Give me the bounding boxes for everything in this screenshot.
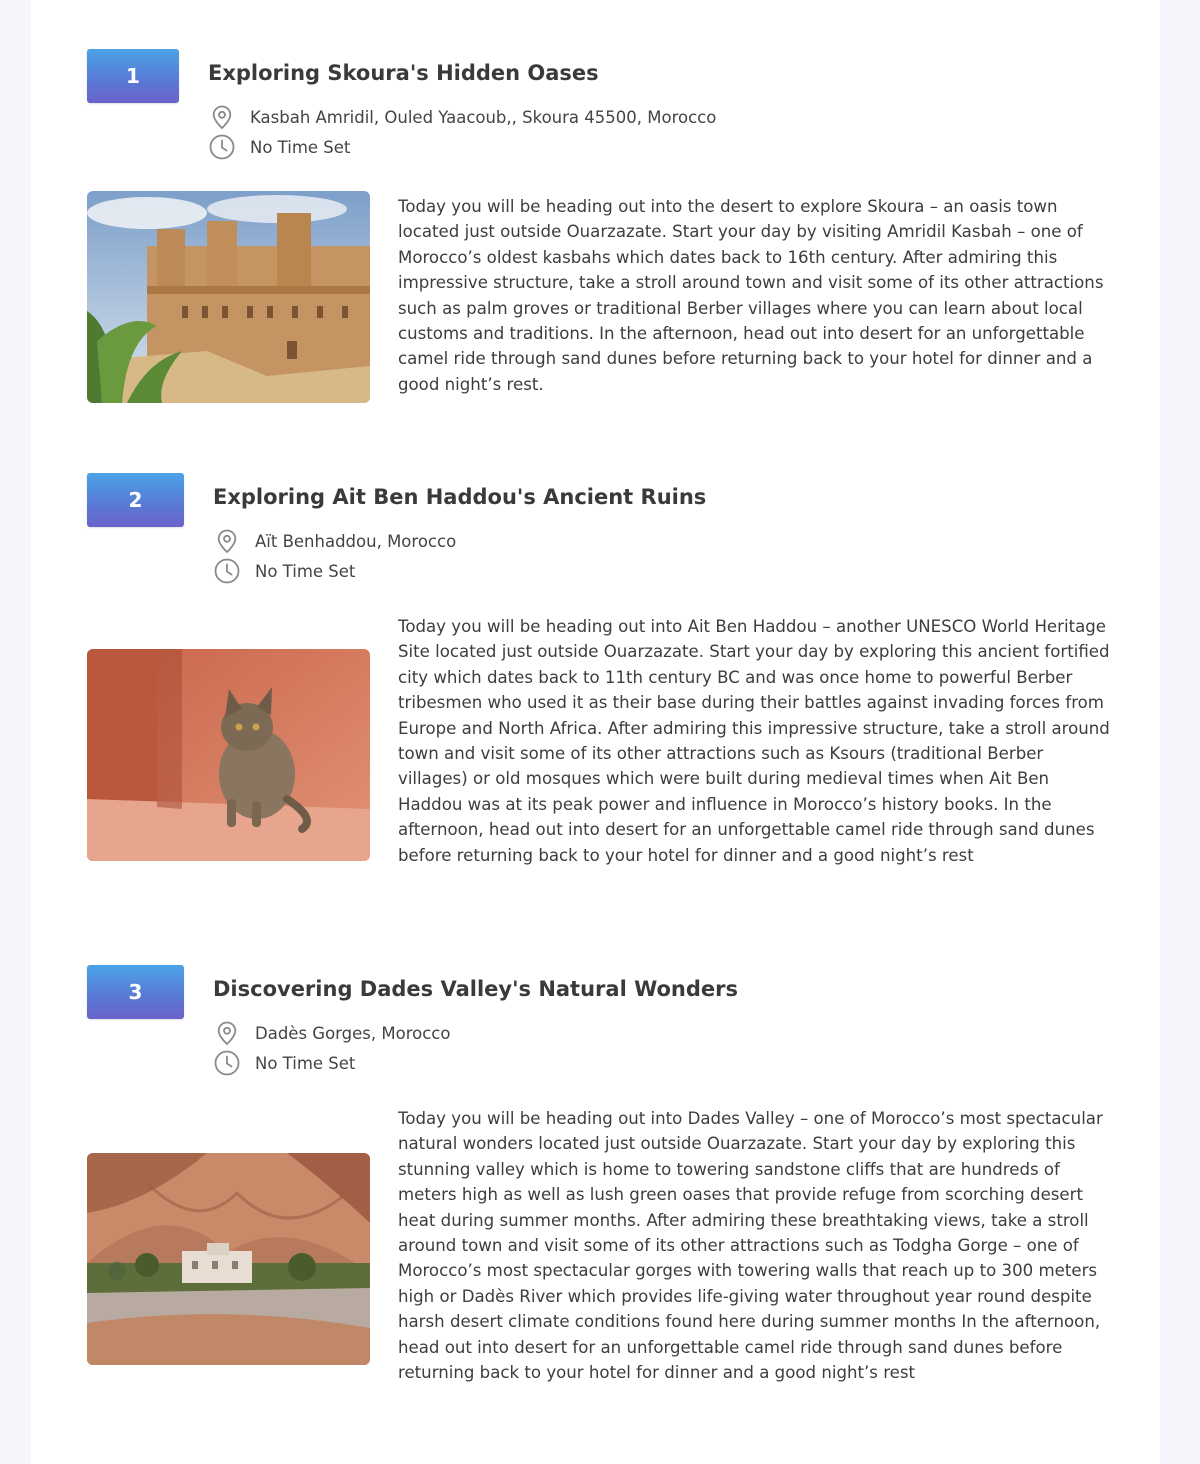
cat-photo: [87, 649, 370, 861]
time-text: No Time Set: [255, 1053, 356, 1073]
day-title: Exploring Ait Ben Haddou's Ancient Ruins: [213, 485, 707, 509]
day-description: Today you will be heading out into Ait Ben Haddou – another UNESCO World Heritage Site located just outside Ouarzazate. Start your day by exploring this ancient fortified city which dates back to 11th century BC and was once home to powerful Berber tribesmen who used it as their base during their battles against invading forces from Europe and North Africa. After admiring this impressive structure, take a stroll around town and visit some of its other attractions such as Ksours (traditional Berber villages) or old mosques which were built during medieval times when Ait Ben Haddou was at its peak power and influence in Morocco’s history books. In the afternoon, head out into desert for an unforgettable camel ride through sand dunes before returning back to your hotel for dinner and a good night’s rest: [398, 617, 1110, 865]
time-row: [213, 557, 355, 585]
location-row: [213, 527, 456, 555]
location-row: [213, 1019, 450, 1047]
clock-icon: [208, 133, 236, 161]
day-title: Discovering Dades Valley's Natural Wonders: [213, 977, 739, 1001]
time-row: [208, 133, 350, 161]
day-title: Exploring Skoura's Hidden Oases: [208, 61, 599, 85]
day-number-badge: 3: [87, 965, 184, 1019]
itinerary-card: [31, 0, 1160, 1464]
location-text: Kasbah Amridil, Ouled Yaacoub,, Skoura 45500, Morocco: [250, 107, 717, 127]
time-text: No Time Set: [250, 137, 351, 157]
location-row: [208, 103, 716, 131]
clock-icon: [213, 1049, 241, 1077]
day-number-badge: 2: [87, 473, 184, 527]
clock-icon: [213, 557, 241, 585]
day-number-badge: 1: [87, 49, 179, 103]
day-description: Today you will be heading out into Dades Valley – one of Morocco’s most spectacular natural wonders located just outside Ouarzazate. Start your day by exploring this stunning valley which is home to towering sandstone cliffs that are hundreds of meters high as well as lush green oases that provide refuge from scorching desert heat during summer months. After admiring these breathtaking views, take a stroll around town and visit some of its other attractions such as Todgha Gorge – one of Morocco’s most spectacular gorges with towering walls that reach up to 300 meters high or Dadès River which provides life-giving water throughout year round despite harsh desert climate conditions found here during summer months In the afternoon, head out into desert for an unforgettable camel ride through sand dunes before returning back to your hotel for dinner and a good night’s rest: [398, 1109, 1103, 1383]
time-text: No Time Set: [255, 561, 356, 581]
day-description: Today you will be heading out into the desert to explore Skoura – an oasis town located just outside Ouarzazate. Start your day by visiting Amridil Kasbah – one of Morocco’s oldest kasbahs which dates back to 16th century. After admiring this impressive structure, take a stroll around town and visit some of its other attractions such as palm groves or traditional Berber villages where you can learn about local customs and traditions. In the afternoon, head out into desert for an unforgettable camel ride through sand dunes before returning back to your hotel for dinner and a good night’s rest.: [398, 197, 1104, 394]
location-text: Dadès Gorges, Morocco: [255, 1023, 451, 1043]
map-pin-icon: [208, 103, 236, 131]
time-row: [213, 1049, 355, 1077]
location-text: Aït Benhaddou, Morocco: [255, 531, 457, 551]
map-pin-icon: [213, 527, 241, 555]
map-pin-icon: [213, 1019, 241, 1047]
kasbah-photo: [87, 191, 370, 403]
gorge-photo: [87, 1153, 370, 1365]
